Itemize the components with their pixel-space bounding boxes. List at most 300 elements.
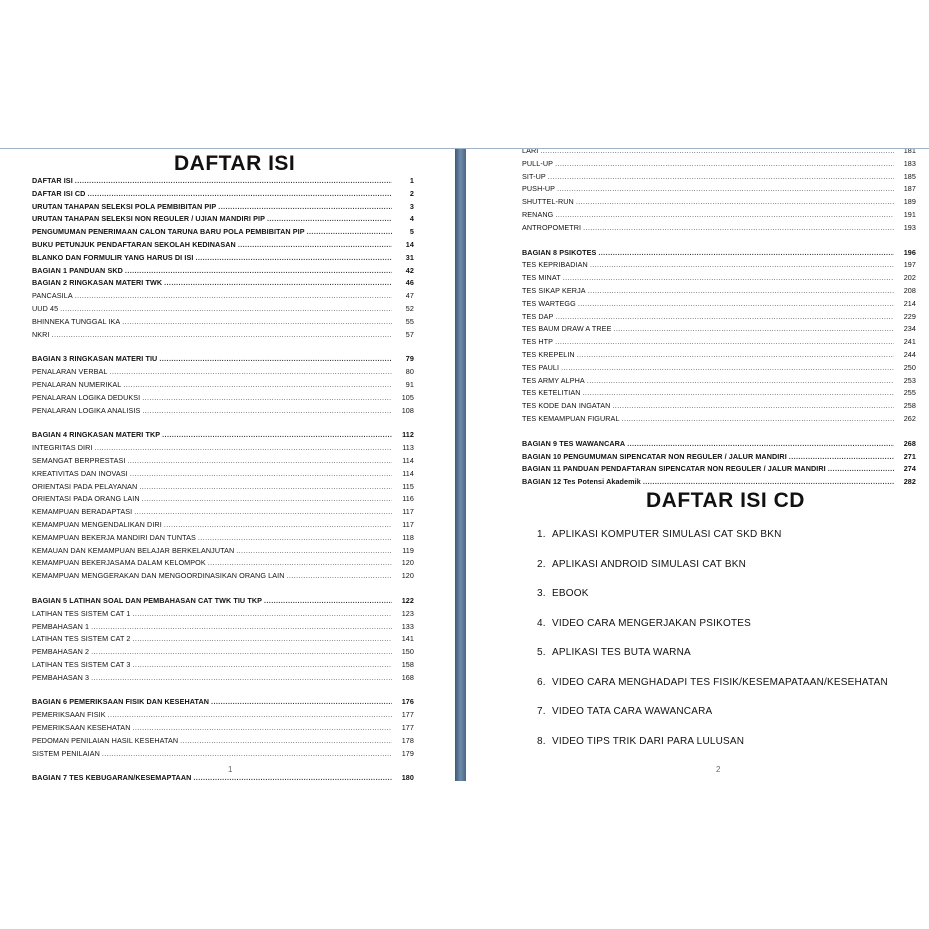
toc-entry-title: TES DAP xyxy=(522,311,554,321)
toc-entry xyxy=(32,696,414,709)
toc-entry xyxy=(32,316,414,329)
toc-entry xyxy=(32,748,414,761)
toc-entry xyxy=(32,493,414,506)
toc-entry-page: 113 xyxy=(402,443,414,453)
toc-entry-title: TES PAULI xyxy=(522,362,560,372)
toc-entry-title: BAGIAN 8 PSIKOTES xyxy=(522,247,597,257)
toc-entry-title: BAGIAN 12 Tes Potensi Akademik xyxy=(522,477,641,487)
toc-leader-dots xyxy=(789,451,894,464)
toc-entry xyxy=(32,532,414,545)
toc-entry-title: BAGIAN 5 LATIHAN SOAL DAN PEMBAHASAN CAT TWK TIU TKP xyxy=(32,595,262,605)
toc-entry-page: 120 xyxy=(401,558,414,568)
toc-entry-title: RENANG xyxy=(522,209,554,219)
toc-entry xyxy=(32,175,414,188)
toc-entry-title: TES KEPRIBADIAN xyxy=(522,260,588,270)
toc-entry-page: 185 xyxy=(903,171,916,181)
toc-leader-dots xyxy=(211,696,392,709)
toc-leader-dots xyxy=(159,353,392,366)
toc-leader-dots xyxy=(555,336,894,349)
toc-entry xyxy=(32,722,414,735)
toc-entry-page: 80 xyxy=(405,367,414,377)
toc-entry-page: 42 xyxy=(405,265,414,275)
toc-entry-page: 208 xyxy=(903,285,916,295)
toc-entry-page: 120 xyxy=(401,571,414,581)
toc-entry-title: TES MINAT xyxy=(522,273,561,283)
document-page-1 xyxy=(0,149,455,781)
toc-entry-title: BAGIAN 6 PEMERIKSAAN FISIK DAN KESEHATAN xyxy=(32,697,210,707)
toc-entry-page: 114 xyxy=(402,455,414,465)
toc-leader-dots xyxy=(307,226,392,239)
cd-list-item xyxy=(537,617,888,647)
toc-leader-dots xyxy=(123,379,392,392)
toc-leader-dots xyxy=(267,213,392,226)
toc-leader-dots xyxy=(130,468,392,481)
toc-entry-page: 91 xyxy=(405,379,414,389)
toc-entry-page: 2 xyxy=(409,188,414,198)
toc-entry xyxy=(32,252,414,265)
toc-entry xyxy=(522,387,916,400)
toc-entry-page: 258 xyxy=(903,401,916,411)
toc-entry-page: 178 xyxy=(401,735,414,745)
toc-leader-dots xyxy=(643,476,894,489)
toc-entry-title: DAFTAR ISI xyxy=(32,176,73,185)
toc-entry-page: 187 xyxy=(903,184,916,194)
toc-entry-page: 122 xyxy=(401,595,414,605)
toc-leader-dots xyxy=(195,252,392,265)
cd-list-item xyxy=(537,646,888,676)
toc-entry-title: PEDOMAN PENILAIAN HASIL KESEHATAN xyxy=(32,735,179,745)
cd-item-number: 5. xyxy=(537,647,546,658)
toc-entry-page: 150 xyxy=(401,647,414,657)
cd-item-number: 3. xyxy=(537,588,546,599)
toc-entry-page: 229 xyxy=(903,311,916,321)
toc-entry-title: SHUTTEL-RUN xyxy=(522,197,574,207)
toc-leader-dots xyxy=(142,493,392,506)
toc-leader-dots xyxy=(102,748,392,761)
cd-list-item xyxy=(537,735,888,765)
toc-entry-title: BAGIAN 4 RINGKASAN MATERI TKP xyxy=(32,430,161,440)
toc-entry-page: 158 xyxy=(401,659,414,669)
toc-entry-title: PENALARAN NUMERIKAL xyxy=(32,379,122,389)
toc-leader-dots xyxy=(561,362,894,375)
toc-entry-title: TES KETELITIAN xyxy=(522,388,581,398)
toc-entry xyxy=(32,277,414,290)
toc-entry-page: 118 xyxy=(402,532,414,542)
toc-entry-page: 196 xyxy=(903,247,916,257)
toc-list xyxy=(522,149,916,489)
cd-list xyxy=(537,528,888,764)
toc-leader-dots xyxy=(91,672,392,685)
toc-leader-dots xyxy=(583,387,894,400)
toc-leader-dots xyxy=(555,311,894,324)
toc-entry-title: TES WARTEGG xyxy=(522,298,576,308)
toc-entry-page: 255 xyxy=(903,388,916,398)
toc-leader-dots xyxy=(164,277,392,290)
toc-entry-title: LATIHAN TES SISTEM CAT 3 xyxy=(32,659,131,669)
toc-leader-dots xyxy=(142,392,392,405)
toc-entry xyxy=(32,353,414,366)
toc-entry xyxy=(32,265,414,278)
toc-entry xyxy=(32,201,414,214)
toc-entry-page: 133 xyxy=(401,621,414,631)
toc-leader-dots xyxy=(134,506,392,519)
cd-item-number: 1. xyxy=(537,529,546,540)
cd-item-number: 4. xyxy=(537,617,546,629)
toc-entry-page: 262 xyxy=(903,413,916,423)
toc-entry-page: 268 xyxy=(903,438,916,448)
toc-entry-title: BAGIAN 1 PANDUAN SKD xyxy=(32,265,123,275)
toc-leader-dots xyxy=(577,349,894,362)
toc-entry xyxy=(522,209,916,222)
toc-entry xyxy=(32,735,414,748)
toc-entry-title: TES BAUM DRAW A TREE xyxy=(522,324,612,334)
toc-entry-page: 123 xyxy=(401,608,414,618)
toc-entry-page: 46 xyxy=(405,278,414,288)
toc-entry xyxy=(522,451,916,464)
document-page-2 xyxy=(466,149,929,781)
toc-entry xyxy=(32,329,414,342)
cd-list-item xyxy=(537,705,888,735)
toc-leader-dots xyxy=(578,298,894,311)
cd-item-label: VIDEO TIPS TRIK DARI PARA LULUSAN xyxy=(552,735,745,747)
toc-entry-page: 141 xyxy=(401,634,414,644)
toc-entry-title: UUD 45 xyxy=(32,303,59,313)
toc-leader-dots xyxy=(287,570,392,583)
toc-entry xyxy=(522,400,916,413)
toc-entry xyxy=(522,222,916,235)
toc-entry-page: 14 xyxy=(405,239,414,249)
toc-entry-page: 234 xyxy=(903,324,916,334)
toc-leader-dots xyxy=(139,481,392,494)
toc-entry-title: PEMERIKSAAN KESEHATAN xyxy=(32,723,131,733)
toc-entry xyxy=(522,171,916,184)
toc-entry xyxy=(522,476,916,489)
toc-entry-title: PUSH-UP xyxy=(522,184,556,194)
page-title: DAFTAR ISI xyxy=(174,152,296,175)
toc-entry-title: KEMAUAN DAN KEMAMPUAN BELAJAR BERKELANJUTAN xyxy=(32,545,235,555)
toc-entry-page: 55 xyxy=(405,316,414,326)
toc-leader-dots xyxy=(627,438,894,451)
toc-leader-dots xyxy=(208,557,392,570)
toc-entry-title: BAGIAN 7 TES KEBUGARAN/KESEMAPTAAN xyxy=(32,773,192,781)
toc-entry-page: 115 xyxy=(402,481,414,491)
toc-leader-dots xyxy=(91,621,392,634)
toc-entry xyxy=(522,375,916,388)
toc-entry xyxy=(32,506,414,519)
toc-entry xyxy=(522,272,916,285)
toc-leader-dots xyxy=(218,201,392,214)
toc-entry-title: ANTROPOMETRI xyxy=(522,222,582,232)
toc-entry-title: LATIHAN TES SISTEM CAT 2 xyxy=(32,634,131,644)
toc-entry-title: DAFTAR ISI CD xyxy=(32,188,86,198)
toc-leader-dots xyxy=(548,171,894,184)
toc-entry xyxy=(32,481,414,494)
toc-entry-page: 244 xyxy=(903,349,916,359)
toc-entry xyxy=(522,149,916,158)
toc-entry-page: 274 xyxy=(903,464,916,474)
toc-entry-page: 47 xyxy=(405,291,414,301)
toc-entry-page: 57 xyxy=(405,329,414,339)
cd-item-label: EBOOK xyxy=(552,588,589,599)
toc-entry-title: PANCASILA xyxy=(32,291,73,301)
toc-entry xyxy=(32,557,414,570)
toc-entry xyxy=(32,239,414,252)
toc-entry xyxy=(32,226,414,239)
toc-entry-page: 250 xyxy=(903,362,916,372)
toc-entry-page: 117 xyxy=(402,507,414,517)
toc-entry xyxy=(32,545,414,558)
toc-entry-page: 117 xyxy=(402,519,414,529)
toc-entry-title: PEMERIKSAAN FISIK xyxy=(32,710,106,720)
toc-entry xyxy=(32,621,414,634)
toc-entry-title: PULL-UP xyxy=(522,158,554,168)
toc-entry xyxy=(32,672,414,685)
toc-entry-title: BHINNEKA TUNGGAL IKA xyxy=(32,316,121,326)
toc-leader-dots xyxy=(91,646,392,659)
toc-entry-title: BAGIAN 3 RINGKASAN MATERI TIU xyxy=(32,354,158,364)
toc-entry xyxy=(522,196,916,209)
toc-entry-page: 241 xyxy=(903,337,916,347)
toc-entry xyxy=(32,659,414,672)
cd-item-number: 2. xyxy=(537,558,546,570)
toc-entry xyxy=(32,290,414,303)
toc-entry-page: 197 xyxy=(903,260,916,270)
cd-item-label: VIDEO CARA MENGHADAPI TES FISIK/KESEMAPATAAN/KESEHATAN xyxy=(552,676,888,688)
toc-leader-dots xyxy=(236,545,392,558)
toc-entry xyxy=(522,413,916,426)
toc-entry-page: 31 xyxy=(405,252,414,262)
toc-leader-dots xyxy=(563,272,894,285)
toc-entry-title: PENALARAN LOGIKA ANALISIS xyxy=(32,405,141,415)
toc-entry-page: 5 xyxy=(409,227,414,237)
cd-item-label: APLIKASI ANDROID SIMULASI CAT BKN xyxy=(552,558,747,570)
toc-entry xyxy=(32,608,414,621)
toc-leader-dots xyxy=(108,709,392,722)
toc-entry xyxy=(522,311,916,324)
toc-leader-dots xyxy=(87,188,392,201)
toc-entry xyxy=(32,429,414,442)
toc-entry-title: NKRI xyxy=(32,329,50,339)
toc-entry xyxy=(32,595,414,608)
toc-entry xyxy=(32,442,414,455)
toc-leader-dots xyxy=(828,463,894,476)
toc-leader-dots xyxy=(540,149,894,158)
toc-leader-dots xyxy=(576,196,894,209)
toc-entry-title: TES SIKAP KERJA xyxy=(522,285,586,295)
toc-leader-dots xyxy=(162,429,392,442)
toc-leader-dots xyxy=(555,158,894,171)
toc-entry-title: BAGIAN 10 PENGUMUMAN SIPENCATAR NON REGULER / JALUR MANDIRI xyxy=(522,451,787,461)
toc-entry xyxy=(32,519,414,532)
toc-leader-dots xyxy=(127,455,392,468)
toc-entry xyxy=(32,709,414,722)
toc-entry xyxy=(32,379,414,392)
toc-leader-dots xyxy=(587,375,894,388)
toc-entry-page: 114 xyxy=(402,468,414,478)
toc-leader-dots xyxy=(164,519,392,532)
toc-entry-page: 112 xyxy=(402,430,414,440)
toc-entry-page: 52 xyxy=(405,303,414,313)
toc-leader-dots xyxy=(75,290,392,303)
toc-entry xyxy=(32,366,414,379)
toc-entry xyxy=(32,633,414,646)
toc-entry-page: 180 xyxy=(401,773,414,781)
toc-entry-title: BAGIAN 2 RINGKASAN MATERI TWK xyxy=(32,278,163,288)
toc-entry-title: URUTAN TAHAPAN SELEKSI NON REGULER / UJIAN MANDIRI PIP xyxy=(32,214,266,224)
toc-entry-title: PEMBAHASAN 1 xyxy=(32,621,90,631)
toc-entry-title: LARI xyxy=(522,149,539,155)
toc-entry-page: 177 xyxy=(401,723,414,733)
toc-entry-title: SEMANGAT BERPRESTASI xyxy=(32,455,126,465)
toc-entry xyxy=(32,392,414,405)
toc-leader-dots xyxy=(583,222,894,235)
toc-entry-title: SIT-UP xyxy=(522,171,546,181)
toc-entry xyxy=(522,298,916,311)
toc-entry-title: TES KODE DAN INGATAN xyxy=(522,401,611,411)
toc-entry-title: PENALARAN VERBAL xyxy=(32,367,108,377)
toc-leader-dots xyxy=(622,413,894,426)
toc-entry-page: 119 xyxy=(402,545,414,555)
toc-entry-page: 79 xyxy=(405,354,414,364)
toc-leader-dots xyxy=(142,405,392,418)
toc-leader-dots xyxy=(193,772,392,781)
toc-entry-title: KEMAMPUAN MENGGERAKAN DAN MENGOORDINASIKAN ORANG LAIN xyxy=(32,571,285,581)
toc-entry-page: 3 xyxy=(409,201,414,211)
toc-entry xyxy=(522,158,916,171)
toc-list xyxy=(32,175,414,781)
toc-leader-dots xyxy=(133,608,392,621)
cd-list-item xyxy=(537,587,888,617)
toc-entry xyxy=(522,362,916,375)
toc-leader-dots xyxy=(122,316,392,329)
toc-entry-title: TES HTP xyxy=(522,337,554,347)
toc-entry-title: ORIENTASI PADA PELAYANAN xyxy=(32,481,138,491)
cd-item-number: 7. xyxy=(537,706,546,717)
toc-entry xyxy=(32,455,414,468)
toc-entry-page: 202 xyxy=(903,273,916,283)
toc-entry xyxy=(522,438,916,451)
toc-entry xyxy=(32,772,414,781)
toc-entry-page: 271 xyxy=(903,451,916,461)
toc-entry xyxy=(32,468,414,481)
toc-entry-title: BLANKO DAN FORMULIR YANG HARUS DI ISI xyxy=(32,252,194,262)
toc-entry xyxy=(522,323,916,336)
toc-leader-dots xyxy=(613,323,894,336)
toc-entry xyxy=(32,188,414,201)
toc-entry-title: LATIHAN TES SISTEM CAT 1 xyxy=(32,608,131,618)
toc-leader-dots xyxy=(180,735,392,748)
toc-leader-dots xyxy=(110,366,393,379)
toc-entry-title: TES ARMY ALPHA xyxy=(522,375,585,385)
toc-entry xyxy=(522,259,916,272)
toc-entry xyxy=(522,183,916,196)
toc-entry-title: BAGIAN 11 PANDUAN PENDAFTARAN SIPENCATAR NON REGULER / JALUR MANDIRI xyxy=(522,464,826,474)
toc-entry-page: 282 xyxy=(903,477,916,487)
toc-entry-page: 181 xyxy=(903,149,916,155)
toc-leader-dots xyxy=(133,722,393,735)
toc-entry-page: 116 xyxy=(402,494,414,504)
toc-entry-page: 1 xyxy=(409,176,414,185)
toc-entry-page: 189 xyxy=(903,197,916,207)
toc-leader-dots xyxy=(125,265,392,278)
toc-leader-dots xyxy=(94,442,392,455)
toc-leader-dots xyxy=(238,239,392,252)
cd-item-label: VIDEO TATA CARA WAWANCARA xyxy=(552,706,713,717)
cd-list-item xyxy=(537,528,888,558)
toc-entry xyxy=(32,213,414,226)
toc-entry-title: PEMBAHASAN 2 xyxy=(32,647,90,657)
toc-entry xyxy=(32,646,414,659)
toc-entry xyxy=(522,463,916,476)
toc-entry xyxy=(32,570,414,583)
toc-entry-title: KREATIVITAS DAN INOVASI xyxy=(32,468,128,478)
toc-leader-dots xyxy=(133,633,392,646)
toc-leader-dots xyxy=(557,183,894,196)
toc-entry-title: KEMAMPUAN BERADAPTASI xyxy=(32,507,133,517)
toc-entry-page: 105 xyxy=(401,392,414,402)
toc-leader-dots xyxy=(75,175,392,188)
cd-item-label: APLIKASI KOMPUTER SIMULASI CAT SKD BKN xyxy=(552,529,782,540)
toc-entry-title: KEMAMPUAN BEKERJASAMA DALAM KELOMPOK xyxy=(32,558,206,568)
toc-entry-title: PENGUMUMAN PENERIMAAN CALON TARUNA BARU POLA PEMBIBITAN PIP xyxy=(32,227,305,237)
toc-leader-dots xyxy=(590,259,894,272)
toc-leader-dots xyxy=(264,595,392,608)
toc-entry-page: 179 xyxy=(401,748,414,758)
toc-entry-page: 176 xyxy=(401,697,414,707)
toc-entry-title: PENALARAN LOGIKA DEDUKSI xyxy=(32,392,141,402)
toc-leader-dots xyxy=(60,303,392,316)
toc-entry-page: 108 xyxy=(401,405,414,415)
toc-entry xyxy=(522,336,916,349)
toc-entry xyxy=(522,285,916,298)
toc-leader-dots xyxy=(52,329,392,342)
toc-leader-dots xyxy=(598,247,894,260)
toc-leader-dots xyxy=(198,532,392,545)
toc-entry-title: TES KREPELIN xyxy=(522,349,575,359)
toc-entry xyxy=(522,247,916,260)
toc-entry-page: 193 xyxy=(903,222,916,232)
toc-entry-page: 168 xyxy=(401,672,414,682)
toc-entry-title: INTEGRITAS DIRI xyxy=(32,443,93,453)
toc-entry-page: 183 xyxy=(903,158,916,168)
toc-entry xyxy=(32,405,414,418)
page-number: 2 xyxy=(716,765,721,774)
toc-entry-title: URUTAN TAHAPAN SELEKSI POLA PEMBIBITAN PIP xyxy=(32,201,217,211)
toc-entry-title: BAGIAN 9 TES WAWANCARA xyxy=(522,438,626,448)
toc-entry-page: 214 xyxy=(903,298,916,308)
cd-item-label: APLIKASI TES BUTA WARNA xyxy=(552,647,691,658)
page-number: 1 xyxy=(228,765,233,774)
cd-list-item xyxy=(537,676,888,706)
toc-entry-title: KEMAMPUAN MENGENDALIKAN DIRI xyxy=(32,519,162,529)
cd-list-item xyxy=(537,558,888,588)
toc-entry-page: 177 xyxy=(401,710,414,720)
toc-entry-title: ORIENTASI PADA ORANG LAIN xyxy=(32,494,140,504)
page-gutter xyxy=(455,149,466,781)
toc-leader-dots xyxy=(555,209,894,222)
toc-entry-title: SISTEM PENILAIAN xyxy=(32,748,100,758)
cd-item-number: 6. xyxy=(537,676,546,688)
toc-entry-page: 191 xyxy=(903,209,916,219)
cd-title: DAFTAR ISI CD xyxy=(646,489,805,512)
toc-leader-dots xyxy=(612,400,894,413)
toc-entry-title: TES KEMAMPUAN FIGURAL xyxy=(522,413,620,423)
toc-entry-title: KEMAMPUAN BEKERJA MANDIRI DAN TUNTAS xyxy=(32,532,196,542)
cd-item-label: VIDEO CARA MENGERJAKAN PSIKOTES xyxy=(552,617,752,629)
toc-entry-page: 253 xyxy=(903,375,916,385)
toc-entry xyxy=(522,349,916,362)
toc-leader-dots xyxy=(133,659,392,672)
